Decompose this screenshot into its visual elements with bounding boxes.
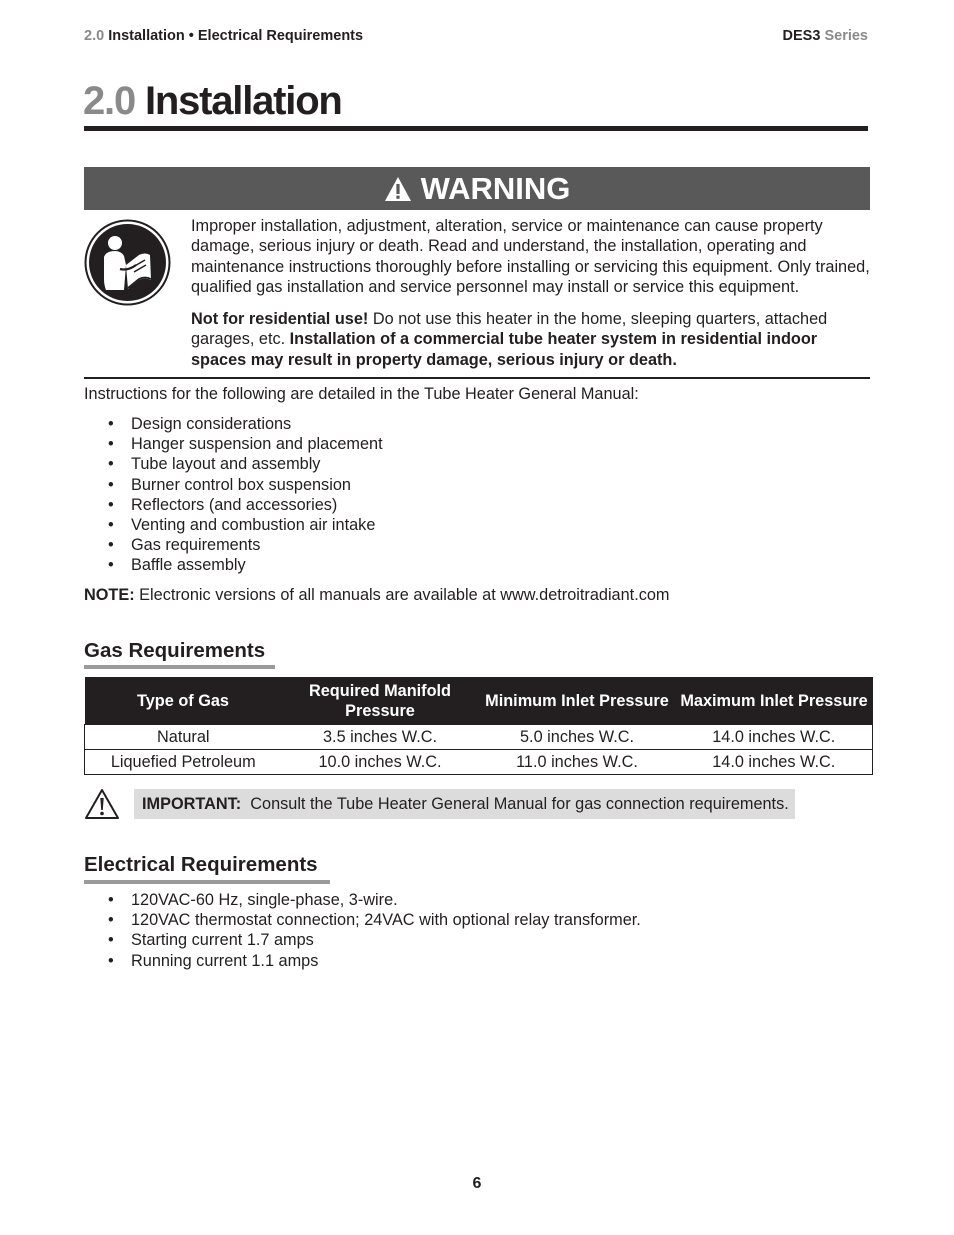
table-cell: 5.0 inches W.C. bbox=[479, 725, 676, 750]
read-manual-icon bbox=[84, 219, 171, 306]
header-series-label: Series bbox=[824, 28, 868, 44]
table-row bbox=[85, 725, 873, 750]
warning-banner bbox=[84, 167, 870, 210]
list-item: • Tube layout and assembly bbox=[108, 454, 383, 474]
page-title bbox=[83, 76, 342, 126]
table-cell: 10.0 inches W.C. bbox=[282, 750, 479, 775]
table-cell: 11.0 inches W.C. bbox=[479, 750, 676, 775]
note-label: NOTE: bbox=[84, 586, 135, 604]
caution-triangle-icon bbox=[84, 788, 120, 820]
list-item: • 120VAC-60 Hz, single-phase, 3-wire. bbox=[108, 890, 641, 910]
intro-text: Instructions for the following are detailed in the Tube Heater General Manual: bbox=[84, 385, 639, 403]
electrical-heading-rule bbox=[84, 880, 330, 884]
manual-topics-list bbox=[108, 414, 383, 576]
note-body: Electronic versions of all manuals are available at www.detroitradiant.com bbox=[134, 586, 670, 604]
warning-rule bbox=[84, 377, 870, 379]
gas-requirements-heading: Gas Requirements bbox=[84, 639, 266, 662]
title-rule bbox=[84, 126, 868, 131]
running-header-section bbox=[84, 28, 363, 44]
warning-label: WARNING bbox=[420, 170, 571, 206]
residential-warning-paragraph bbox=[191, 309, 875, 370]
table-cell: Liquefied Petroleum bbox=[85, 750, 282, 775]
list-item: • Design considerations bbox=[108, 414, 383, 434]
list-item: • Running current 1.1 amps bbox=[108, 951, 641, 971]
table-cell: 14.0 inches W.C. bbox=[676, 725, 873, 750]
list-item: • Burner control box suspension bbox=[108, 475, 383, 495]
running-header-series bbox=[783, 28, 868, 44]
table-row bbox=[85, 750, 873, 775]
table-cell: 14.0 inches W.C. bbox=[676, 750, 873, 775]
header-series-code: DES3 bbox=[782, 28, 821, 44]
header-section-text: Installation • Electrical Requirements bbox=[108, 28, 364, 44]
column-header: Maximum Inlet Pressure bbox=[676, 677, 873, 725]
gas-requirements-table bbox=[84, 677, 873, 775]
important-label: IMPORTANT: bbox=[142, 794, 242, 813]
list-item: • Starting current 1.7 amps bbox=[108, 930, 641, 950]
important-note bbox=[134, 789, 795, 819]
list-item: • Gas requirements bbox=[108, 535, 383, 555]
list-item: • 120VAC thermostat connection; 24VAC with optional relay transformer. bbox=[108, 910, 641, 930]
gas-heading-rule bbox=[84, 665, 275, 669]
residential-warning-lead: Not for residential use! bbox=[191, 310, 369, 328]
column-header: Required Manifold Pressure bbox=[282, 677, 479, 725]
residential-warning-text: Do not use this heater in the home, sleeping quarters, attached garages, etc. bbox=[191, 310, 828, 349]
warning-triangle-icon bbox=[384, 176, 412, 202]
important-text: Consult the Tube Heater General Manual for gas connection requirements. bbox=[250, 794, 789, 813]
header-section-number: 2.0 bbox=[84, 28, 105, 44]
column-header: Type of Gas bbox=[85, 677, 282, 725]
list-item: • Reflectors (and accessories) bbox=[108, 495, 383, 515]
table-header-row bbox=[85, 677, 873, 725]
electrical-requirements-list bbox=[108, 890, 641, 971]
electrical-requirements-heading: Electrical Requirements bbox=[84, 853, 318, 876]
table-cell: 3.5 inches W.C. bbox=[282, 725, 479, 750]
list-item: • Hanger suspension and placement bbox=[108, 434, 383, 454]
table-cell: Natural bbox=[85, 725, 282, 750]
column-header: Minimum Inlet Pressure bbox=[479, 677, 676, 725]
note-text bbox=[84, 585, 669, 605]
page-title-text: Installation bbox=[144, 79, 342, 123]
list-item: • Venting and combustion air intake bbox=[108, 515, 383, 535]
page-title-number: 2.0 bbox=[83, 79, 136, 123]
page-number: 6 bbox=[472, 1175, 482, 1192]
residential-warning-tail: Installation of a commercial tube heater system in residential indoor spaces may result in property damage, serious injury or death. bbox=[191, 330, 818, 369]
warning-paragraph: Improper installation, adjustment, alteration, service or maintenance can cause property damage, serious injury or death. Read and understand, the installation, operating and maintenance instructions thoroughly before installing or servicing this equipment. Only trained, qualified gas installation and service personnel may install or service this equipment. bbox=[191, 217, 870, 296]
list-item: • Baffle assembly bbox=[108, 555, 383, 575]
